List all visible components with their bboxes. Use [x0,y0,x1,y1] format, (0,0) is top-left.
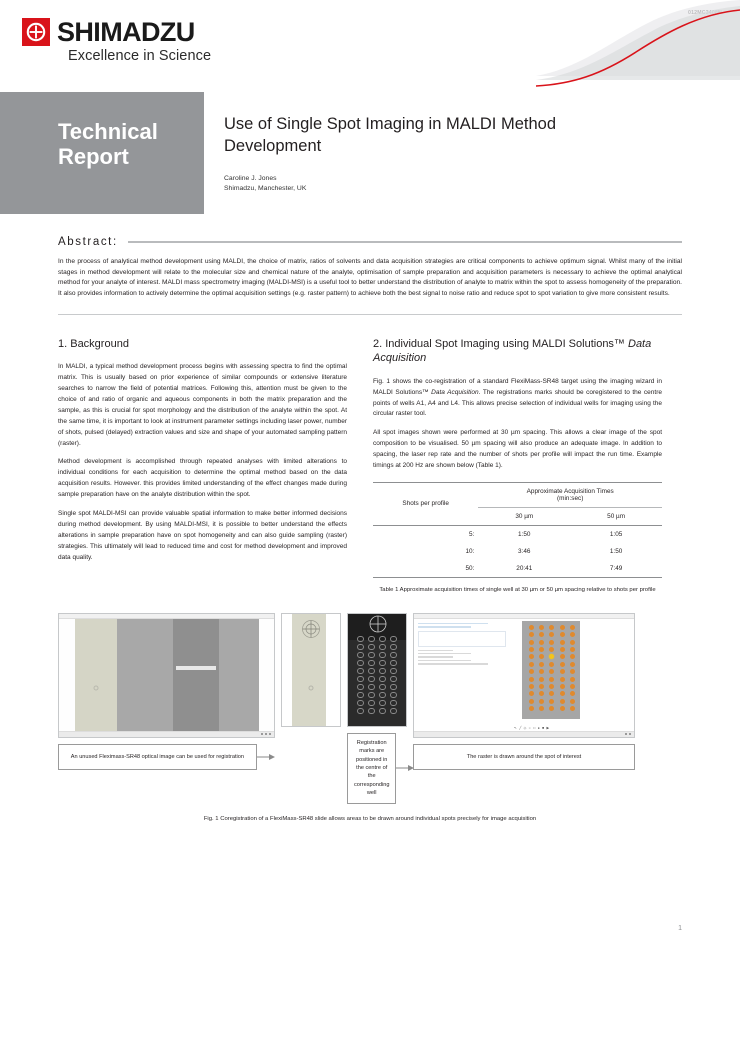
raster-tool-palette[interactable] [514,726,549,730]
header-swoosh-decoration [440,0,740,92]
raster-well [570,654,575,659]
raster-well [570,640,575,645]
raster-well [549,662,554,667]
raster-well [570,669,575,674]
section2-number: 2. [373,337,383,350]
plate-well [379,700,386,707]
table-subheader-50um: 50 µm [607,512,626,520]
raster-well [529,706,534,711]
optical-image-window [58,613,275,738]
caption-row-2 [347,733,407,804]
plate-well [379,644,386,651]
raster-well [549,677,554,682]
raster-well [560,677,565,682]
registration-crosshair-icon [296,620,326,650]
raster-well [529,677,534,682]
plate-well [390,660,397,667]
report-type-line1: Technical [58,119,158,144]
slide-well-marker [93,686,98,691]
table-subheader-30um: 30 µm [515,512,534,520]
raster-well [549,647,554,652]
plate-well [368,660,375,667]
page-number: 1 [678,925,682,932]
raster-well [570,691,575,696]
plate-well [379,684,386,691]
brand-wordmark: SHIMADZU [57,16,195,47]
plate-well [368,692,375,699]
plate-well [379,708,386,715]
raster-well [539,647,544,652]
figure-panel-registration-closeup [281,613,341,727]
pointer-tool-icon[interactable]: ↖ [514,725,517,730]
raster-well [529,691,534,696]
section2-p1-part-b: . The registrations marks should be coregistered to the centre points of wells A1, A4 and L4. This allows precise selection of individual wells for imaging using the circular raster tool. [373,388,662,418]
settings-line [418,626,471,627]
raster-well [539,684,544,689]
plate-well [357,644,364,651]
table-row [373,543,662,560]
software-screenshot [414,619,634,731]
plate-well [368,708,375,715]
raster-well [549,632,554,637]
plate-well [379,668,386,675]
settings-group-box [418,631,506,647]
raster-well [539,632,544,637]
status-dot [629,733,631,735]
plate-well [357,636,364,643]
circle-tool-icon[interactable]: ○ [528,725,531,730]
raster-well [570,632,575,637]
shimadzu-circle-cross-icon [22,18,50,46]
abstract-heading-rule [128,241,682,243]
settings-line [418,663,488,664]
raster-well [560,669,565,674]
slide-gray-band-2 [173,619,219,731]
byline [224,174,644,195]
caption-row-1 [58,744,275,770]
page-header [0,0,740,92]
plate-well [357,700,364,707]
section2-paragraph-2: All spot images shown were performed at 30 µm spacing. This allows a clear image of the spot composition to be visualised. 50 µm spacing will also produce an adequate image. In addition to spacing, the laser rep rate and the number of shots per profile will impact the run time. Example timings at 200 Hz are shown below (Table 1). [373,429,662,470]
raster-well [539,691,544,696]
raster-well [529,684,534,689]
raster-well [529,699,534,704]
section2-heading [373,337,662,366]
abstract-text: In the process of analytical method development using MALDI, the choice of matrix, ratios of solvents and data acquisition strategies are critical components to achieve optimum signal. Whilst many of the initial stages in method development will relate to the molecular size and chemical nature of the analyte, optimisation of sample preparation and acquisition parameters is necessary to achieve the optimal analytical method for your analyte of interest. MALDI mass spectrometry imaging (MALDI-MSI) is a useful tool to better understand the distribution of analyte to matrix within the spot to assess homogeneity of the preparation. It also provides information to actively determine the optimal acquisition settings (e.g. raster pattern) to achieve both the best signal to noise ratio and reduce spot to spot variation to give more consistent results. [58,258,682,298]
figure-1-caption: Fig. 1 Coregistration of a FlexiMass-SR48 slide allows areas to be drawn around individual spots precisely for image acquisition [203,815,537,822]
arrow-tool-icon[interactable]: ▶ [546,725,550,730]
figure-panel-raster-software [413,613,635,770]
fill-circle-tool-icon[interactable]: ● [537,725,540,730]
raster-well [570,662,575,667]
column-left [58,337,347,595]
plate-well [357,676,364,683]
section1-paragraph-2: Method development is accomplished through repeated analyses with limited alterations to individual conditions for each acquisition to determine the optimal method based on the data acquisition results. However. this provides limited understanding of the effect changes made during sample preparation have on the analyte distribution within the spot. [58,458,347,499]
raster-well [539,669,544,674]
square-tool-icon[interactable]: □ [533,725,536,730]
plate-well [368,652,375,659]
raster-well [560,699,565,704]
section2-heading-text: Individual Spot Imaging using MALDI Solutions™ [385,337,628,350]
well-center-marker [309,685,314,690]
raster-well [539,677,544,682]
status-dot [625,733,627,735]
abstract-heading: Abstract: [58,236,118,248]
figure-panels [58,613,682,804]
caption-row-3 [413,744,635,770]
abstract-bottom-divider [58,314,682,315]
raster-well [560,684,565,689]
plate-well [390,636,397,643]
raster-well [549,669,554,674]
window-statusbar [414,731,634,737]
slide-background-left [59,619,75,731]
maldi-target-plate [348,614,406,726]
polygon-tool-icon[interactable]: ◇ [523,725,527,730]
acquisition-times-table [373,482,662,578]
abstract-heading-row [58,236,682,248]
figure-caption-box-1: An unused Fleximass-SR48 optical image can be used for registration [58,744,257,770]
section1-paragraph-3: Single spot MALDI-MSI can provide valuable spatial information to make better informed decisions during method development. By using MALDI-MSI, it is possible to better understand the effects alterations in sample preparation have on spot homogeneity and can also guide sampling (raster) strategies. This ultimately will lead to reduced time and cost for method development and improved data quality. [58,510,347,561]
content-columns [58,337,682,595]
plate-well [379,660,386,667]
section2-heading-italic: Data Acquisition [373,337,652,365]
target-plate-window [347,613,407,727]
figure-caption-box-3: The raster is drawn around the spot of interest [413,744,635,770]
report-type-line2: Report [58,143,129,169]
raster-well [549,625,554,630]
raster-well [570,677,575,682]
plate-well [379,692,386,699]
cell-time-30um: 1:50 [518,530,531,538]
cell-time-30um: 20:41 [516,564,533,572]
shimadzu-logo [22,18,195,46]
raster-well [570,699,575,704]
raster-well [570,684,575,689]
raster-well [539,654,544,659]
column-right [373,337,662,595]
raster-well [560,625,565,630]
cell-time-50um: 7:49 [609,564,623,572]
flow-arrow-icon [257,753,275,761]
plate-well [357,668,364,675]
title-band [0,92,740,214]
section2-p1-part-a: Fig. 1 shows the co-registration of a standard FlexiMass-SR48 target using the imaging wizard in MALDI Solutions™ [373,377,662,396]
status-dot [269,733,271,735]
plate-well [379,636,386,643]
table-header-times-unit: (min:sec) [557,494,584,502]
figure-panel-optical-slide [58,613,275,770]
raster-well [539,662,544,667]
table-header-times [478,482,662,507]
cell-shots: 10: [465,547,475,555]
slide-label-strip [176,666,216,670]
flow-arrow-icon [396,764,414,772]
raster-well [529,632,534,637]
slide-strip [75,619,117,731]
page-title: Use of Single Spot Imaging in MALDI Method Development [224,115,557,155]
table-row [373,525,662,543]
line-tool-icon[interactable]: ╱ [519,725,522,730]
raster-well-grid [526,625,578,714]
plate-well [368,684,375,691]
plate-well [379,676,386,683]
cell-shots: 50: [465,564,475,572]
status-dot [261,733,263,735]
raster-well [539,699,544,704]
raster-well [539,625,544,630]
slide-optical-image [59,619,274,731]
plate-well [390,644,397,651]
plate-well [390,676,397,683]
raster-well [570,647,575,652]
raster-well [549,691,554,696]
maldi-solutions-window [413,613,635,738]
raster-well [529,640,534,645]
slide-background-right [259,619,275,731]
cell-time-30um: 3:46 [518,547,531,555]
raster-well-selected [549,654,554,659]
raster-well [560,654,565,659]
raster-well [529,654,534,659]
plate-well [390,684,397,691]
figure-caption-box-2: Registration marks are positioned in the centre of the corresponding well [347,733,396,804]
plate-well [357,708,364,715]
author-name: Caroline J. Jones [224,174,277,182]
abstract-section [58,236,682,300]
raster-well [560,662,565,667]
settings-line [418,660,471,661]
settings-line [418,650,453,651]
plate-well [390,700,397,707]
plate-well [368,676,375,683]
raster-well [570,625,575,630]
slide-gray-band-3 [219,619,259,731]
plate-well [357,684,364,691]
software-settings-pane [414,619,510,731]
table-row [373,560,662,578]
author-affiliation: Shimadzu, Manchester, UK [224,185,307,193]
section1-paragraph-1: In MALDI, a typical method development process begins with assessing spectra to find the optimal matrix. This is usually based on prior experience of similar compounds or extensive literature searches to narrow the field of potential matrices. Following this, attention must be given to the choice of and ratio of organic and aqueous components in both the matrix preparation and the sample, as this is crucial for spot morphology and the distribution of the analyte within the spot. At the same time, it is important to look at instrument parameter settings including laser power, number of shots, pulsed (delayed) extraction values and size and shape of your automated sampling pattern (raster). [58,363,347,447]
table-header-shots: Shots per profile [402,500,449,508]
plate-well [390,708,397,715]
figure-panel-target-plate [347,613,407,804]
section2-p1-italic: Data Acquisition [431,388,479,396]
raster-well [560,706,565,711]
report-type-badge [0,92,204,214]
status-dot [265,733,267,735]
raster-well [570,706,575,711]
raster-well [560,632,565,637]
plate-well [357,652,364,659]
raster-well [529,647,534,652]
settings-line [418,656,453,657]
plate-well [368,668,375,675]
raster-well [529,662,534,667]
settings-line [418,623,488,624]
slide-closeup-image [282,614,340,726]
brand-tagline: Excellence in Science [68,48,212,64]
table-caption: Table 1 Approximate acquisition times of single well at 30 µm or 50 µm spacing relative to shots per profile [379,586,656,593]
raster-well [560,640,565,645]
raster-plate-view [522,621,580,719]
plate-well [357,692,364,699]
raster-well [539,706,544,711]
plate-well [379,652,386,659]
plate-well [357,660,364,667]
section1-heading: 1. Background [58,337,129,350]
figure-1 [58,613,682,822]
cell-shots: 5: [469,530,475,538]
raster-well [549,640,554,645]
cell-time-50um: 1:50 [609,547,623,555]
plate-well [368,636,375,643]
registration-closeup-window [281,613,341,727]
table-header-times-main: Approximate Acquisition Times [526,487,614,495]
raster-well [549,699,554,704]
raster-well [539,640,544,645]
well-grid [355,636,399,716]
plate-well [390,652,397,659]
raster-well [560,647,565,652]
raster-well [549,684,554,689]
plate-well [390,668,397,675]
plate-well [368,700,375,707]
raster-well [560,691,565,696]
cell-time-50um: 1:05 [609,530,623,538]
section2-paragraph-1 [373,377,662,421]
fill-square-tool-icon[interactable]: ■ [542,725,545,730]
window-statusbar [59,731,274,737]
settings-line [418,653,471,654]
plate-well [368,644,375,651]
raster-well [549,706,554,711]
raster-well [529,669,534,674]
slide-gray-band-1 [117,619,173,731]
plate-well [390,692,397,699]
raster-well [529,625,534,630]
